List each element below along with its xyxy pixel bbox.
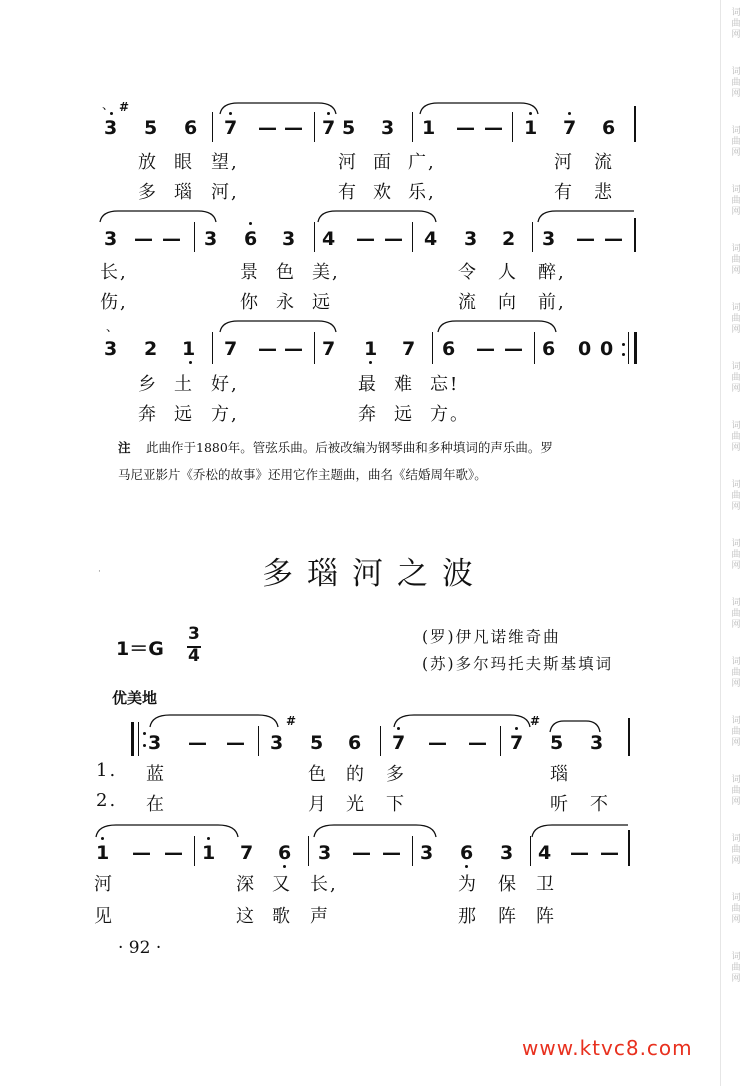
time-signature-bottom: 4 <box>188 646 200 666</box>
lyric: 色 <box>276 262 296 283</box>
lyric: 方。 <box>430 404 470 425</box>
octave-dot <box>101 837 104 840</box>
lyric: 欢 <box>373 182 393 203</box>
note: 3 <box>381 117 395 139</box>
lyric: 忘! <box>430 374 460 395</box>
note: 6 <box>460 842 474 864</box>
lyric: 那 <box>458 906 478 927</box>
bar-line <box>634 218 636 252</box>
note-dash: — <box>476 338 495 360</box>
note: 6 <box>244 228 258 250</box>
note: 6 <box>348 732 362 754</box>
note: 7 <box>392 732 406 754</box>
lyric: 流 <box>458 292 478 313</box>
bar-line <box>412 222 413 252</box>
note: 3 <box>270 732 284 754</box>
note: 7 <box>224 117 238 139</box>
octave-dot <box>110 112 113 115</box>
note-dash: — <box>468 732 487 754</box>
slur-arc <box>436 318 558 338</box>
note: 7 <box>322 117 336 139</box>
bar-line <box>258 726 259 756</box>
slur-arc <box>312 822 438 844</box>
note: 0 <box>578 338 592 360</box>
sharp-sign: # <box>530 714 541 728</box>
lyric: 远 <box>312 292 332 313</box>
note-dash: — <box>384 228 403 250</box>
note-dash: — <box>484 117 503 139</box>
side-watermark-text: 词 曲 网 <box>731 657 741 689</box>
lyric: 卫 <box>536 874 556 895</box>
lyric: 最 <box>358 374 378 395</box>
note-dash: — <box>604 228 623 250</box>
lyric: 望, <box>211 152 239 173</box>
note-dash: — <box>352 842 371 864</box>
octave-dot <box>249 222 252 225</box>
repeat-dot <box>622 343 625 346</box>
bar-line <box>628 718 630 756</box>
lyric: 乡 <box>138 374 158 395</box>
tie-mark: 、 <box>106 320 119 334</box>
note: 7 <box>563 117 577 139</box>
note-dash: — <box>132 842 151 864</box>
slur-arc <box>392 712 532 734</box>
lyric: 阵 <box>498 906 518 927</box>
bar-line <box>308 836 309 866</box>
lyric: 这 <box>236 906 256 927</box>
side-watermark-column <box>720 0 751 1086</box>
tempo-marking: 优美地 <box>112 689 158 707</box>
note-dash: — <box>504 338 523 360</box>
low-octave-dot <box>465 865 468 868</box>
bar-line <box>500 726 501 756</box>
slur-arc <box>94 822 240 844</box>
note: 3 <box>282 228 296 250</box>
note-dash: — <box>456 117 475 139</box>
slur-arc <box>418 100 540 120</box>
bar-line <box>534 332 535 364</box>
lyric: 声 <box>310 906 330 927</box>
repeat-start-thick <box>131 722 134 756</box>
note: 0 <box>600 338 614 360</box>
lyric: 醉, <box>538 262 566 283</box>
note: 2 <box>144 338 158 360</box>
note-dash: — <box>382 842 401 864</box>
footnote-line: 马尼亚影片《乔松的故事》还用它作主题曲，曲名《结婚周年歌》。 <box>118 467 487 482</box>
lyric: 美, <box>312 262 340 283</box>
note: 7 <box>402 338 416 360</box>
lyric: 听 <box>550 794 570 815</box>
note: 5 <box>310 732 324 754</box>
note-dash: — <box>284 338 303 360</box>
lyric: 你 <box>240 292 260 313</box>
note: 6 <box>184 117 198 139</box>
lyric: 多 <box>386 764 406 785</box>
slur-arc <box>316 208 438 228</box>
lyric: 远 <box>174 404 194 425</box>
bar-line <box>530 836 531 866</box>
note: 5 <box>550 732 564 754</box>
note: 3 <box>104 338 118 360</box>
lyric: 好, <box>211 374 239 395</box>
note: 3 <box>104 117 118 139</box>
side-watermark-text: 词 曲 网 <box>731 893 741 925</box>
lyric: 又 <box>272 874 292 895</box>
lyric: 永 <box>276 292 296 313</box>
note: 6 <box>278 842 292 864</box>
slur-arc <box>148 712 280 734</box>
side-watermark-text: 词 曲 网 <box>731 185 741 217</box>
lyric: 河 <box>554 152 574 173</box>
lyric: 深 <box>236 874 256 895</box>
low-octave-dot <box>369 361 372 364</box>
lyric: 远 <box>394 404 414 425</box>
lyric: 有 <box>554 182 574 203</box>
octave-dot <box>529 112 532 115</box>
note: 1 <box>524 117 538 139</box>
note: 3 <box>500 842 514 864</box>
octave-dot <box>397 727 400 730</box>
bar-line <box>314 222 315 252</box>
note: 2 <box>502 228 516 250</box>
bar-line <box>628 830 630 866</box>
note: 6 <box>542 338 556 360</box>
side-watermark-text: 词 曲 网 <box>731 775 741 807</box>
low-octave-dot <box>189 361 192 364</box>
note: 7 <box>224 338 238 360</box>
note-dash: — <box>226 732 245 754</box>
note: 3 <box>318 842 332 864</box>
note: 5 <box>342 117 356 139</box>
sharp-sign: # <box>286 714 297 728</box>
note: 4 <box>424 228 438 250</box>
final-bar-thick <box>634 332 637 364</box>
note: 3 <box>420 842 434 864</box>
lyric: 河, <box>211 182 239 203</box>
lyric: 蓝 <box>146 764 166 785</box>
side-watermark-text: 词 曲 网 <box>731 598 741 630</box>
bar-line <box>412 112 413 142</box>
slur-arc <box>536 208 636 228</box>
note-dash: — <box>576 228 595 250</box>
octave-dot <box>229 112 232 115</box>
bar-line <box>432 332 433 364</box>
lyric: 方, <box>211 404 239 425</box>
side-watermark-text: 词 曲 网 <box>731 362 741 394</box>
footnote-label: 注 <box>118 440 131 455</box>
note-dash: — <box>428 732 447 754</box>
lyric: 色 <box>308 764 328 785</box>
side-watermark-text: 词 曲 网 <box>731 952 741 984</box>
lyric: 多 <box>138 182 158 203</box>
key-signature: 1＝G <box>116 638 164 660</box>
lyric: 月 <box>308 794 328 815</box>
note-dash: — <box>162 228 181 250</box>
side-watermark-text: 词 曲 网 <box>731 480 741 512</box>
octave-dot <box>207 837 210 840</box>
footnote-line: 此曲作于1880年。管弦乐曲。后被改编为钢琴曲和多种填词的声乐曲。罗 <box>146 440 553 455</box>
octave-dot <box>515 727 518 730</box>
note: 3 <box>542 228 556 250</box>
verse-number: 1. <box>96 760 118 781</box>
note-dash: — <box>284 117 303 139</box>
lyric: 瑙 <box>550 764 570 785</box>
side-watermark-text: 词 曲 网 <box>731 421 741 453</box>
note: 4 <box>322 228 336 250</box>
note: 1 <box>422 117 436 139</box>
note: 3 <box>464 228 478 250</box>
bar-line <box>314 112 315 142</box>
side-watermark-text: 词 曲 网 <box>731 244 741 276</box>
lyric: 长, <box>310 874 338 895</box>
lyric: 长, <box>100 262 128 283</box>
note-dash: — <box>188 732 207 754</box>
composer-credit: (罗)伊凡诺维奇曲 <box>422 628 561 646</box>
bar-line <box>532 222 533 252</box>
lyric: 瑙 <box>174 182 194 203</box>
note-dash: — <box>134 228 153 250</box>
bar-line <box>314 332 315 364</box>
note-dash: — <box>258 117 277 139</box>
note: 6 <box>442 338 456 360</box>
note: 3 <box>204 228 218 250</box>
bar-line <box>412 836 413 866</box>
lyric: 广, <box>408 152 436 173</box>
lyric: 悲 <box>594 182 614 203</box>
verse-number: 2. <box>96 790 118 811</box>
lyric: 的 <box>346 764 366 785</box>
note-dash: — <box>570 842 589 864</box>
lyric: 流 <box>594 152 614 173</box>
side-watermark-text: 词 曲 网 <box>731 539 741 571</box>
bar-line <box>212 332 213 364</box>
lyric: 河 <box>94 874 114 895</box>
lyric: 人 <box>498 262 518 283</box>
tie-mark: 、 <box>102 98 115 112</box>
bar-line <box>212 112 213 142</box>
lyric: 前, <box>538 292 566 313</box>
note: 3 <box>148 732 162 754</box>
lyricist-credit: (苏)多尔玛托夫斯基填词 <box>422 655 614 673</box>
lyric: 保 <box>498 874 518 895</box>
repeat-dot <box>143 744 146 747</box>
repeat-dot <box>143 732 146 735</box>
song-title: 多瑙河之波 <box>262 556 487 592</box>
lyric: 奔 <box>358 404 378 425</box>
time-signature-top: 3 <box>188 624 200 644</box>
side-watermark-text: 词 曲 网 <box>731 67 741 99</box>
lyric: 歌 <box>272 906 292 927</box>
note-dash: — <box>600 842 619 864</box>
lyric: 不 <box>590 794 610 815</box>
lyric: 眼 <box>174 152 194 173</box>
note: 7 <box>510 732 524 754</box>
repeat-start-thin <box>138 722 139 756</box>
lyric: 下 <box>386 794 406 815</box>
side-watermark-text: 词 曲 网 <box>731 834 741 866</box>
note: 6 <box>602 117 616 139</box>
note: 1 <box>202 842 216 864</box>
margin-mark: · <box>98 567 101 577</box>
lyric: 伤, <box>100 292 128 313</box>
side-watermark-text: 词 曲 网 <box>731 126 741 158</box>
octave-dot <box>327 112 330 115</box>
lyric: 奔 <box>138 404 158 425</box>
site-watermark: www.ktvc8.com <box>522 1036 693 1060</box>
lyric: 为 <box>458 874 478 895</box>
lyric: 放 <box>138 152 158 173</box>
side-watermark-text: 词 曲 网 <box>731 716 741 748</box>
final-bar-thin <box>628 332 629 364</box>
lyric: 河 <box>338 152 358 173</box>
note: 1 <box>96 842 110 864</box>
low-octave-dot <box>283 865 286 868</box>
bar-line <box>512 112 513 142</box>
side-watermark-text: 词 曲 网 <box>731 303 741 335</box>
note: 7 <box>322 338 336 360</box>
lyric: 面 <box>373 152 393 173</box>
lyric: 景 <box>240 262 260 283</box>
slur-arc <box>218 318 338 338</box>
page-number: · 92 · <box>118 938 162 958</box>
lyric: 乐, <box>408 182 436 203</box>
lyric: 难 <box>394 374 414 395</box>
note: 7 <box>240 842 254 864</box>
lyric: 有 <box>338 182 358 203</box>
note: 1 <box>182 338 196 360</box>
bar-line <box>194 222 195 252</box>
lyric: 在 <box>146 794 166 815</box>
lyric: 光 <box>346 794 366 815</box>
bar-line <box>194 836 195 866</box>
sharp-sign: # <box>119 100 130 114</box>
octave-dot <box>568 112 571 115</box>
note-dash: — <box>164 842 183 864</box>
lyric: 见 <box>94 906 114 927</box>
lyric: 阵 <box>536 906 556 927</box>
note-dash: — <box>258 338 277 360</box>
repeat-dot <box>622 353 625 356</box>
note: 4 <box>538 842 552 864</box>
bar-line <box>380 726 381 756</box>
note: 1 <box>364 338 378 360</box>
slur-arc <box>98 208 218 228</box>
note: 3 <box>590 732 604 754</box>
lyric: 向 <box>498 292 518 313</box>
note-dash: — <box>356 228 375 250</box>
note: 5 <box>144 117 158 139</box>
bar-line <box>634 106 636 142</box>
lyric: 令 <box>458 262 478 283</box>
lyric: 土 <box>174 374 194 395</box>
note: 3 <box>104 228 118 250</box>
side-watermark-text: 词 曲 网 <box>731 8 741 40</box>
slur-arc <box>530 822 630 844</box>
